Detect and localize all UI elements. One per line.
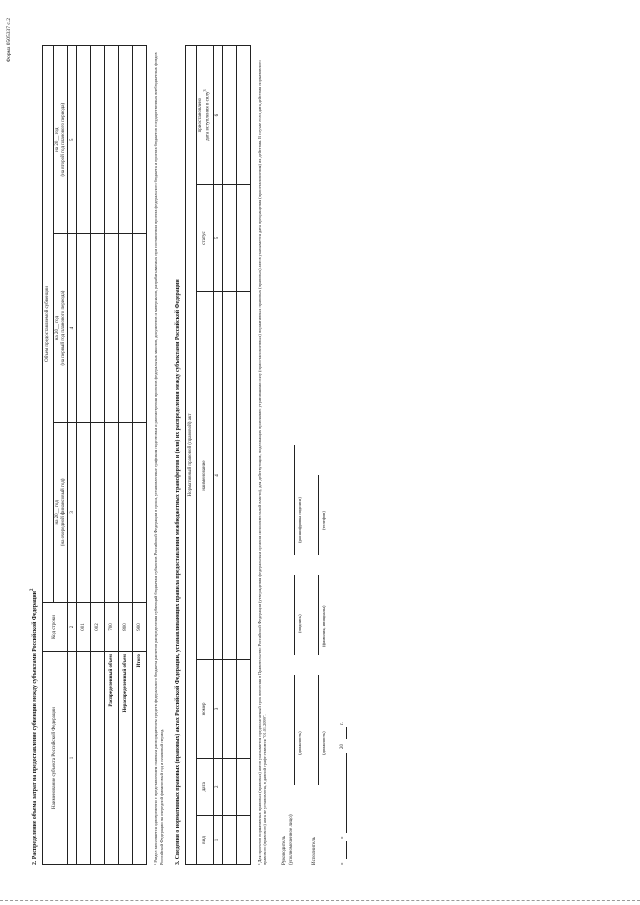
col-suspend: приостановлено дата вступления в силу$^3$ [196, 46, 213, 185]
act-cell[interactable] [222, 660, 236, 758]
section3-footnote: ³ Для проектов нормативных правовых (правовых) актов указывается предполагаемый срок внесения в Правительство Российской Федерации (утверждения федеральным органом исполнительной власти), для действующих, подлежащих признанию утратившими силу (приостановленных) нормативных правовых (правовых) актов указывается дата прекращения (приостановления) их действия. В случае если дата действия нормативного правового (правового) акта не установлена, в данной графе ставится "01.01.2099". [256, 60, 268, 865]
total-row [105, 46, 119, 865]
total-label: Итого [133, 652, 147, 865]
date-close-quote: » [339, 836, 345, 839]
value-cell[interactable] [119, 46, 133, 234]
col-status: статус [196, 185, 213, 291]
table-row [91, 46, 105, 865]
caption-decode: (расшифровка подписи) [296, 497, 302, 543]
section2-footnote: ¹ Раздел заполняется одновременно с представлением главным распорядителем средств федерального бюджета расчетов распределения субвенций бюджетам субъектов Российской Федерации в сроки, установленные графиком подготовки и рассмотрения проектов федеральных законов, документов и материалов, разрабатываемых при составлении проекта федерального бюджета и проекта бюджетов государственных внебюджетных фондов Российской Федерации на очередной финансовый год и плановый период. [153, 52, 164, 865]
value-cell[interactable] [91, 422, 105, 602]
act-cell[interactable] [222, 46, 236, 185]
section3-title: 3. Сведения о нормативных правовых (правовых) актах Российской Федерации, устанавливающих правила предоставления межбюджетных трансфертов и (или) их распределения между субъектами Российской Федерации [174, 279, 181, 865]
value-cell[interactable] [119, 422, 133, 602]
subject-cell[interactable] [91, 652, 105, 865]
col-type: вид [196, 815, 213, 864]
value-cell[interactable] [77, 422, 91, 602]
total-label: Нераспределенный объем [119, 652, 133, 865]
colnum: 5 [68, 46, 77, 234]
col-number: номер [196, 660, 213, 758]
col-subject: Наименование субъекта Российской Федерации [42, 652, 68, 865]
head-position-line[interactable] [294, 675, 295, 785]
colnum: 2 [68, 602, 77, 651]
form-reference: Форма 0505337 с.2 [6, 18, 12, 63]
value-cell[interactable] [105, 234, 119, 422]
value-cell[interactable] [105, 46, 119, 234]
act-cell[interactable] [236, 185, 250, 291]
code-cell: 800 [119, 602, 133, 651]
head-label: Руководитель [281, 835, 287, 865]
colnum: 3 [213, 660, 222, 758]
colnum: 4 [213, 291, 222, 660]
act-cell[interactable] [236, 291, 250, 660]
act-cell[interactable] [236, 660, 250, 758]
total-row [119, 46, 133, 865]
value-cell[interactable] [91, 234, 105, 422]
colnum: 2 [213, 758, 222, 815]
subject-cell[interactable] [77, 652, 91, 865]
section3-table [185, 45, 251, 865]
col-date: дата [196, 758, 213, 815]
scan-edge [0, 900, 640, 905]
caption-position: (должность) [296, 731, 302, 755]
act-cell[interactable] [222, 815, 236, 864]
value-cell[interactable] [77, 46, 91, 234]
head-signature-line[interactable] [294, 575, 295, 655]
signature-block [274, 45, 364, 865]
value-cell[interactable] [77, 234, 91, 422]
caption-signature: (подпись) [296, 614, 302, 633]
executor-label: Исполнитель [311, 837, 317, 865]
col-code: Код строки [42, 602, 68, 651]
col-volume: Объем предоставляемой субвенции [42, 46, 53, 603]
col-year3: на 20__ год (на второй год планового периода) [53, 46, 68, 234]
head-sublabel: (уполномоченное лицо) [288, 814, 294, 865]
act-cell[interactable] [222, 758, 236, 815]
colnum: 1 [213, 815, 222, 864]
caption-fio: (фамилия, инициалы) [320, 605, 326, 647]
colnum: 5 [213, 185, 222, 291]
act-cell[interactable] [236, 758, 250, 815]
value-cell[interactable] [133, 422, 147, 602]
colnum: 1 [68, 652, 77, 865]
page-content [30, 45, 364, 865]
code-cell: 700 [105, 602, 119, 651]
date-year-prefix: 20 [339, 744, 345, 749]
table-row [77, 46, 91, 865]
col-act: Нормативный правовой (правовой) акт [185, 46, 196, 865]
code-cell: 002 [91, 602, 105, 651]
value-cell[interactable] [119, 234, 133, 422]
code-cell: 001 [77, 602, 91, 651]
date-year-line[interactable] [346, 727, 347, 739]
act-cell[interactable] [236, 815, 250, 864]
code-cell: 900 [133, 602, 147, 651]
section2-title: 2. Распределение объема затрат на предоставление субвенции между субъектами Российской Федерации$^2$ [30, 588, 38, 865]
col-year1: на 20__ год (на очередной финансовый год) [53, 422, 68, 602]
caption-phone: (телефон) [320, 511, 326, 530]
value-cell[interactable] [105, 422, 119, 602]
colnum: 4 [68, 234, 77, 422]
executor-position-line[interactable] [318, 675, 319, 785]
colnum: 3 [68, 422, 77, 602]
caption-position-2: (должность) [320, 731, 326, 755]
act-cell[interactable] [222, 185, 236, 291]
col-name: наименование [196, 291, 213, 660]
value-cell[interactable] [91, 46, 105, 234]
total-label: Распределенный объем [105, 652, 119, 865]
date-g: г. [339, 722, 345, 725]
head-decode-line[interactable] [294, 445, 295, 555]
executor-phone-line[interactable] [318, 475, 319, 555]
executor-fio-line[interactable] [318, 575, 319, 655]
value-cell[interactable] [133, 46, 147, 234]
col-year2: на 20__ год (на первый год планового периода) [53, 234, 68, 422]
value-cell[interactable] [133, 234, 147, 422]
act-cell[interactable] [222, 291, 236, 660]
date-day-line[interactable] [346, 841, 347, 859]
table-row [222, 46, 236, 865]
colnum: 6 [213, 46, 222, 185]
section2-table [42, 45, 148, 865]
table-row [236, 46, 250, 865]
date-month-line[interactable] [346, 753, 347, 833]
total-row [133, 46, 147, 865]
act-cell[interactable] [236, 46, 250, 185]
date-open-quote: « [339, 862, 345, 865]
